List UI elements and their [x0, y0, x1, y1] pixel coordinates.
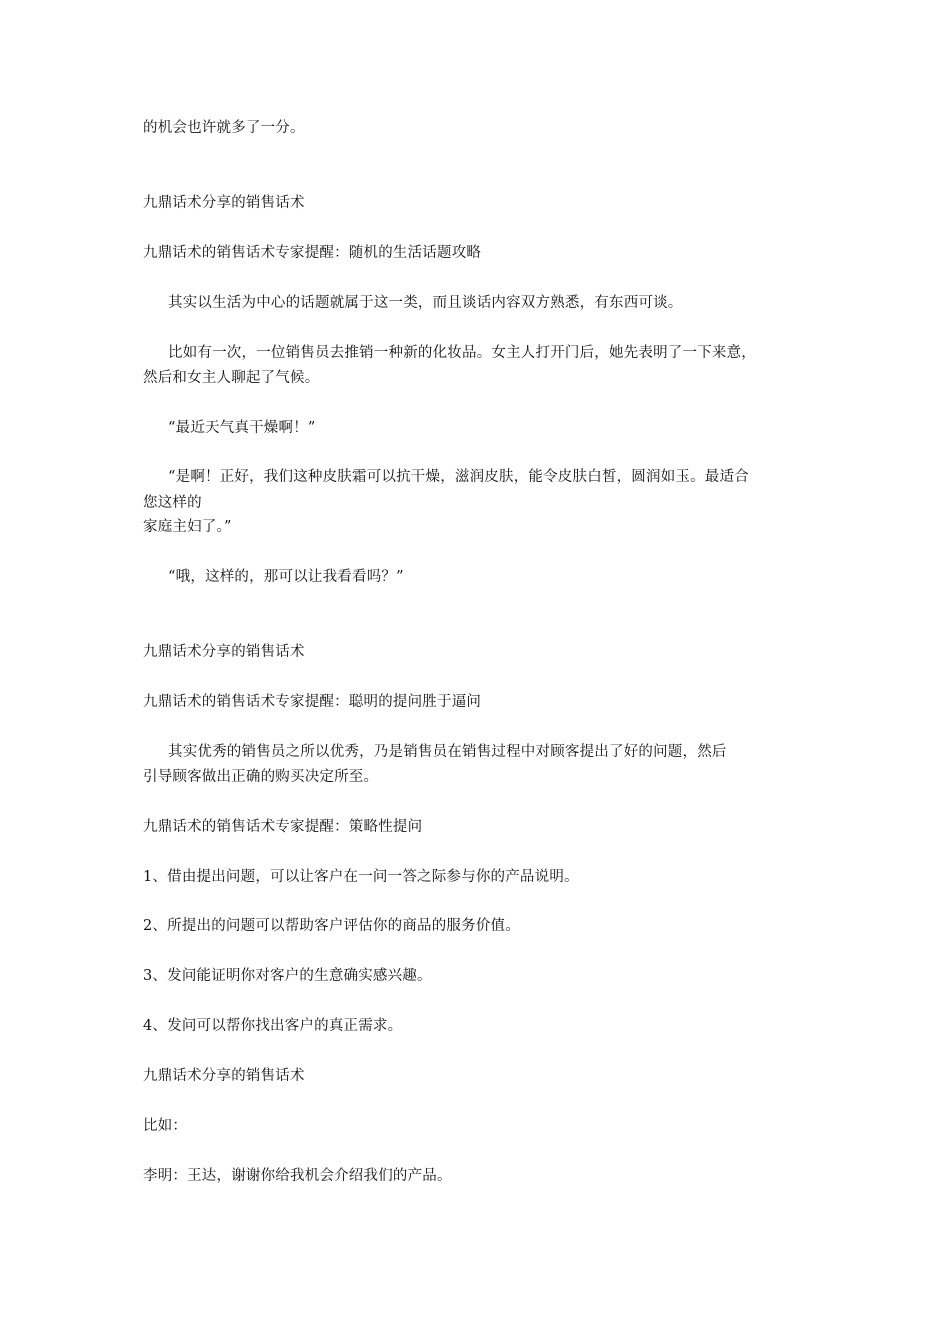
section-heading: 九鼎话术分享的销售话术: [143, 1068, 305, 1084]
paragraph-line: 比如有一次，一位销售员去推销一种新的化妆品。女主人打开门后，她先表明了一下来意，: [168, 345, 756, 361]
dialogue-line: “最近天气真干燥啊！”: [168, 420, 316, 436]
dialogue-line: “哦，这样的，那可以让我看看吗？”: [168, 569, 404, 585]
section-subheading: 九鼎话术的销售话术专家提醒：策略性提问: [143, 819, 423, 835]
paragraph-line: 其实以生活为中心的话题就属于这一类，而且谈话内容双方熟悉，有东西可谈。: [168, 295, 683, 311]
dialogue-line: “是啊！正好，我们这种皮肤霜可以抗干燥，滋润皮肤，能令皮肤白皙，圆润如玉。最适合: [168, 469, 749, 485]
dialogue-line: 李明：王达，谢谢你给我机会介绍我们的产品。: [143, 1168, 452, 1184]
paragraph-line: 的机会也许就多了一分。: [143, 120, 305, 136]
dialogue-line: 家庭主妇了。”: [143, 519, 232, 535]
list-item: 1、借由提出问题，可以让客户在一问一答之际参与你的产品说明。: [143, 869, 579, 885]
paragraph-line: 引导顾客做出正确的购买决定所至。: [143, 769, 379, 785]
paragraph-line: 然后和女主人聊起了气候。: [143, 370, 320, 386]
list-item: 4、发问可以帮你找出客户的真正需求。: [143, 1018, 403, 1034]
section-subheading: 九鼎话术的销售话术专家提醒：聪明的提问胜于逼问: [143, 694, 482, 710]
list-item: 3、发问能证明你对客户的生意确实感兴趣。: [143, 968, 432, 984]
section-heading: 九鼎话术分享的销售话术: [143, 644, 305, 660]
section-heading: 九鼎话术分享的销售话术: [143, 195, 305, 211]
paragraph-line: 比如：: [143, 1118, 188, 1134]
paragraph-line: 其实优秀的销售员之所以优秀，乃是销售员在销售过程中对顾客提出了好的问题，然后: [168, 744, 727, 760]
list-item: 2、所提出的问题可以帮助客户评估你的商品的服务价值。: [143, 918, 520, 934]
dialogue-line: 您这样的: [143, 495, 202, 511]
section-subheading: 九鼎话术的销售话术专家提醒：随机的生活话题攻略: [143, 245, 482, 261]
